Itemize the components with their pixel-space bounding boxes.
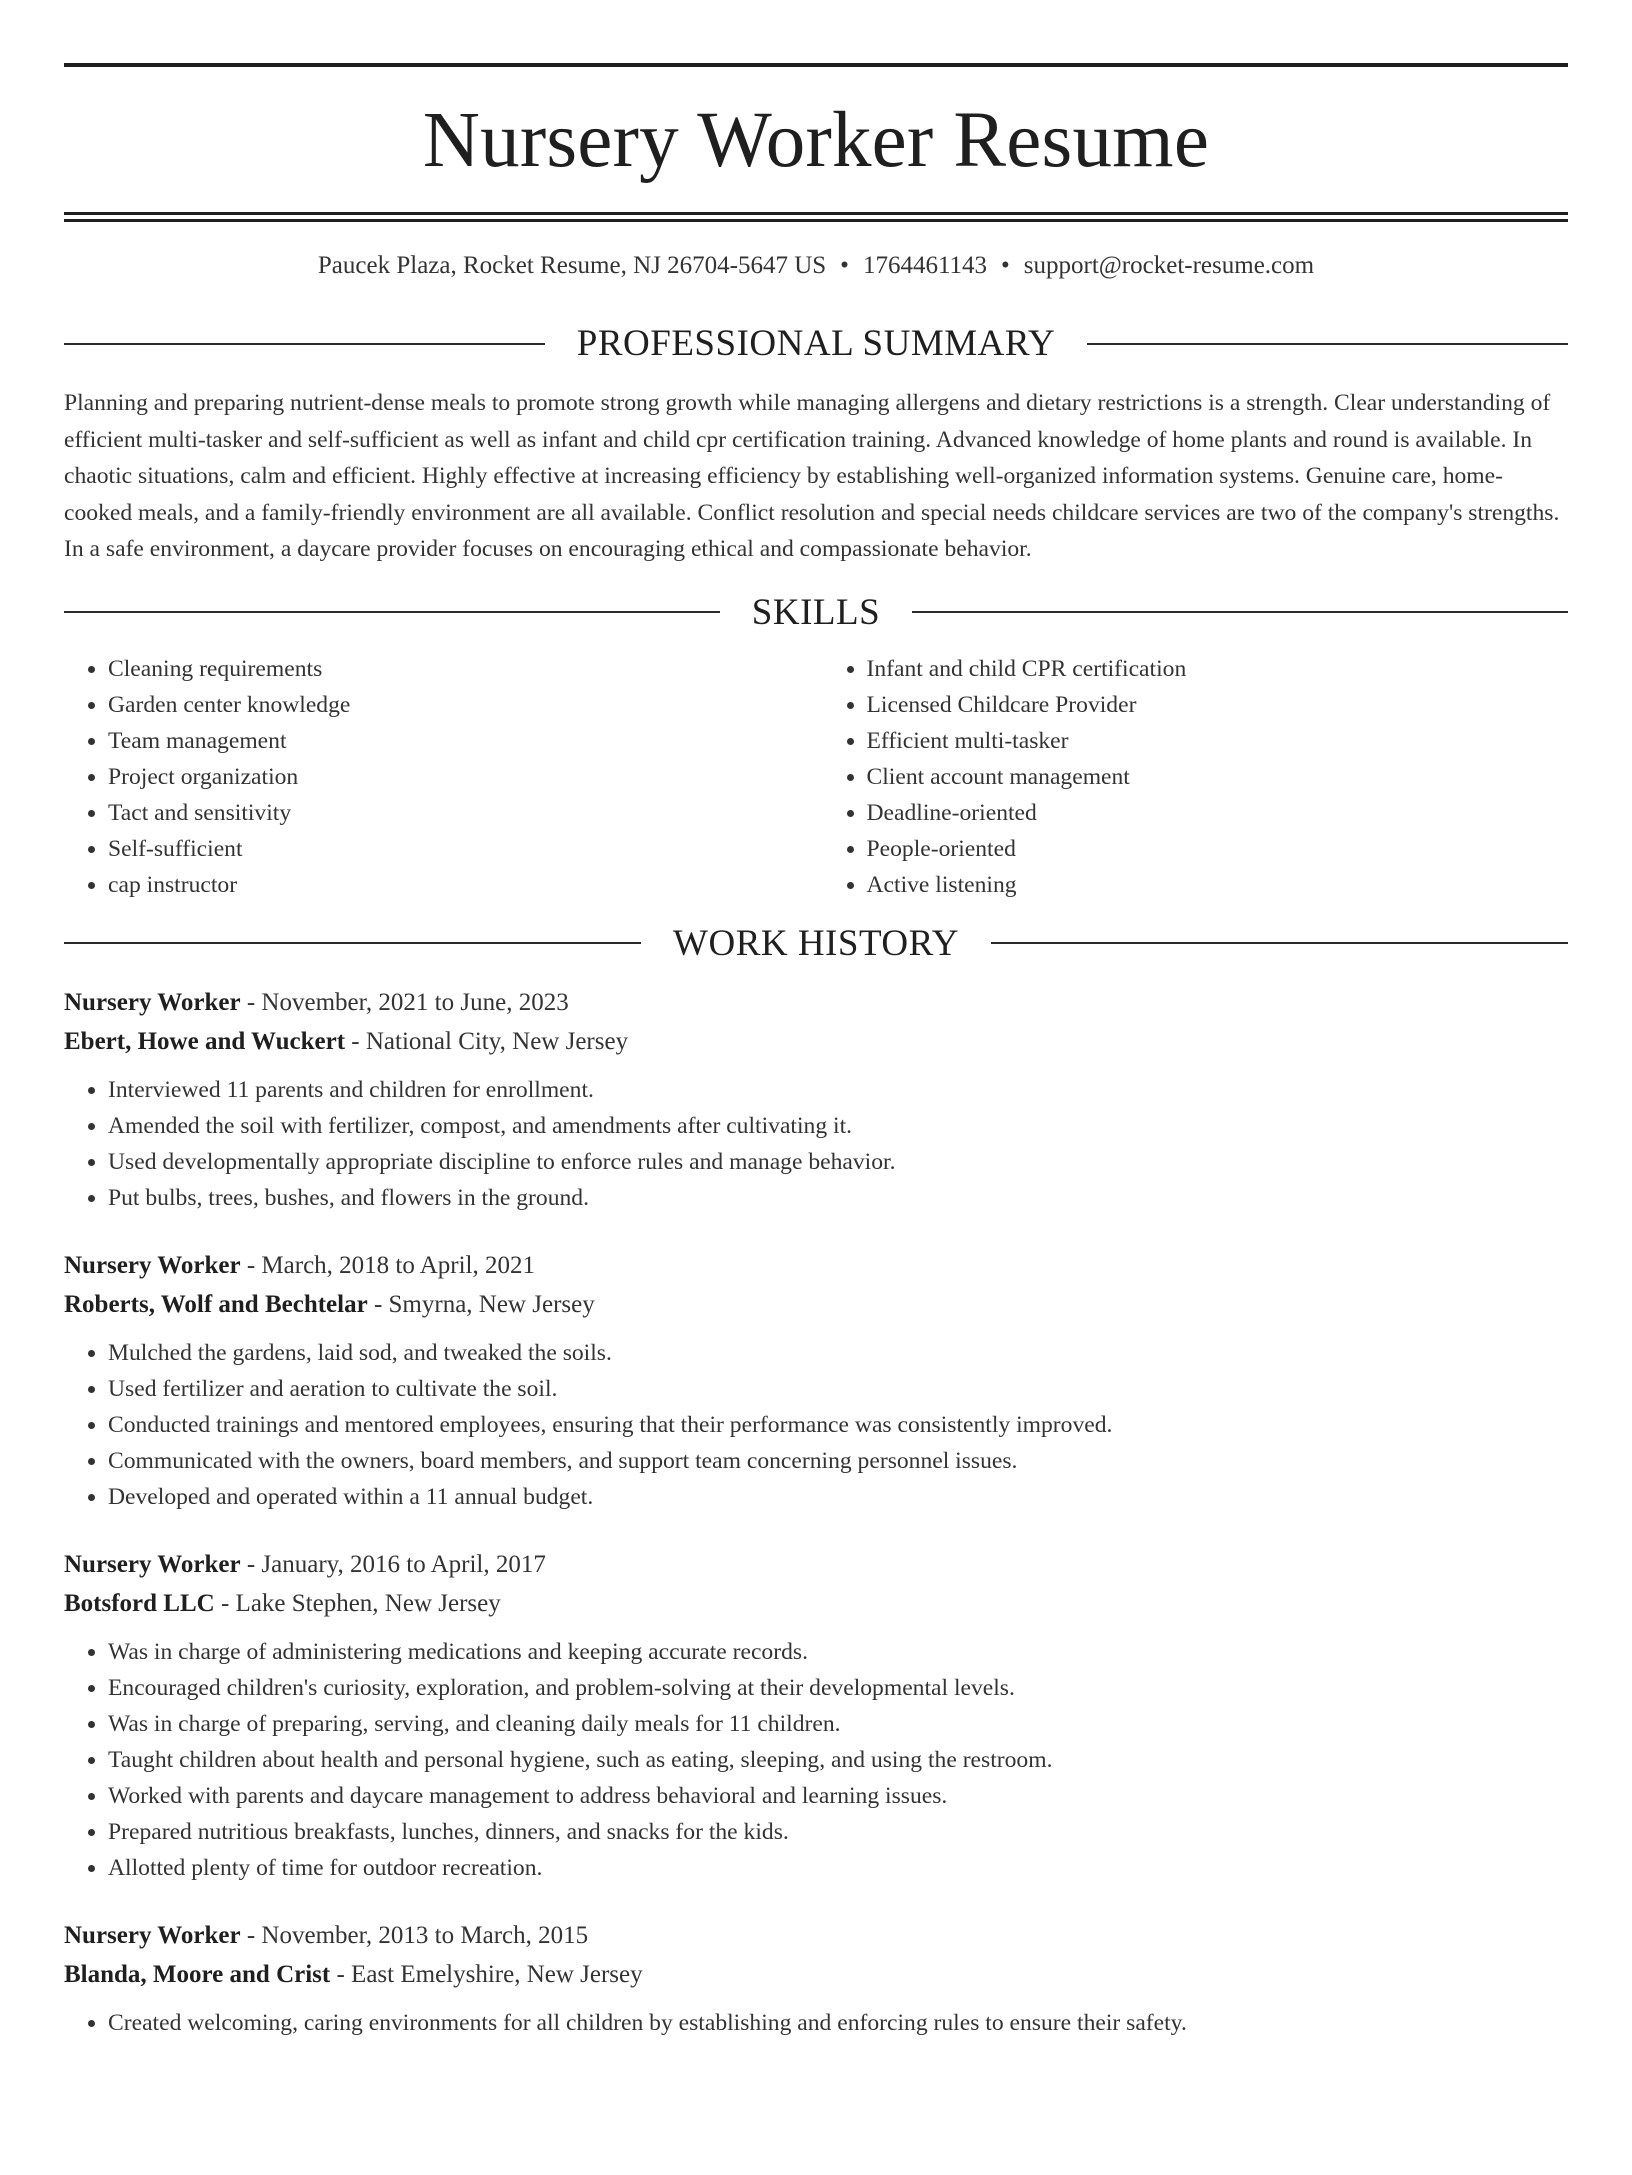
skills-column-right: [810, 651, 1569, 903]
job-entry: [64, 1545, 1568, 1886]
section-rule: [912, 611, 1568, 613]
skill-item: • Garden center knowledge: [108, 687, 810, 723]
job-location: - National City, New Jersey: [345, 1027, 629, 1055]
skill-item: • Project organization: [108, 759, 810, 795]
job-duty: • Interviewed 11 parents and children for enrollment.: [108, 1072, 1568, 1108]
job-duty: • Amended the soil with fertilizer, compost, and amendments after cultivating it.: [108, 1108, 1568, 1144]
contact-separator: •: [1001, 252, 1010, 279]
skill-item: • Deadline-oriented: [867, 795, 1569, 831]
top-rule: [64, 63, 1568, 67]
section-rule: [1087, 343, 1568, 345]
job-title: Nursery Worker: [64, 1921, 241, 1949]
job-title: Nursery Worker: [64, 988, 241, 1016]
job-location: - Lake Stephen, New Jersey: [214, 1589, 501, 1617]
job-duty: • Was in charge of preparing, serving, and cleaning daily meals for 11 children.: [108, 1706, 1568, 1742]
job-duties: [64, 2005, 1568, 2041]
job-title-line: [64, 983, 1568, 1022]
skill-item: • Self-sufficient: [108, 831, 810, 867]
job-duty: • Used developmentally appropriate discipline to enforce rules and manage behavior.: [108, 1144, 1568, 1180]
skills-list: [64, 651, 1568, 903]
section-rule: [64, 942, 641, 944]
job-duty: • Developed and operated within a 11 annual budget.: [108, 1479, 1568, 1515]
job-company: Botsford LLC: [64, 1589, 215, 1617]
section-rule: [64, 611, 720, 613]
job-duty: • Put bulbs, trees, bushes, and flowers in the ground.: [108, 1180, 1568, 1216]
job-duty: • Prepared nutritious breakfasts, lunches, dinners, and snacks for the kids.: [108, 1814, 1568, 1850]
skills-column-left: [64, 651, 810, 903]
job-title-line: [64, 1246, 1568, 1285]
job-duty: • Created welcoming, caring environments for all children by establishing and enforcing rules to ensure their safety.: [108, 2005, 1568, 2041]
job-company: Blanda, Moore and Crist: [64, 1960, 331, 1988]
job-title-line: [64, 1916, 1568, 1955]
job-title: Nursery Worker: [64, 1251, 241, 1279]
job-dates: - January, 2016 to April, 2017: [240, 1550, 546, 1578]
job-entry: [64, 1916, 1568, 2041]
job-location: - Smyrna, New Jersey: [367, 1290, 595, 1318]
summary-heading: PROFESSIONAL SUMMARY: [576, 323, 1056, 364]
job-company: Ebert, Howe and Wuckert: [64, 1027, 346, 1055]
skill-item: • Licensed Childcare Provider: [867, 687, 1569, 723]
job-duty: • Encouraged children's curiosity, exploration, and problem-solving at their developmental levels.: [108, 1670, 1568, 1706]
skills-section-header: [64, 591, 1568, 633]
job-duties: [64, 1072, 1568, 1216]
job-duties: [64, 1634, 1568, 1886]
resume-page: [0, 63, 1632, 2175]
job-duties: [64, 1335, 1568, 1515]
contact-line: [64, 251, 1568, 281]
job-entry: [64, 1246, 1568, 1515]
section-rule: [64, 343, 545, 345]
job-dates: - November, 2021 to June, 2023: [240, 988, 569, 1016]
job-duty: • Conducted trainings and mentored employees, ensuring that their performance was consistently improved.: [108, 1407, 1568, 1443]
contact-address: Paucek Plaza, Rocket Resume, NJ 26704-5647 US: [317, 252, 827, 279]
job-title: Nursery Worker: [64, 1550, 241, 1578]
title-double-rule: [64, 212, 1568, 222]
summary-section-header: [64, 325, 1568, 362]
skill-item: • Infant and child CPR certification: [867, 651, 1569, 687]
skill-item: • Efficient multi-tasker: [867, 723, 1569, 759]
skill-item: • Team management: [108, 723, 810, 759]
job-duty: • Taught children about health and personal hygiene, such as eating, sleeping, and using the restroom.: [108, 1742, 1568, 1778]
skills-heading: SKILLS: [751, 591, 881, 633]
skill-item: • Cleaning requirements: [108, 651, 810, 687]
job-duty: • Mulched the gardens, laid sod, and tweaked the soils.: [108, 1335, 1568, 1371]
skill-item: • Tact and sensitivity: [108, 795, 810, 831]
job-duty: • Communicated with the owners, board members, and support team concerning personnel issues.: [108, 1443, 1568, 1479]
job-title-line: [64, 1545, 1568, 1584]
skill-item: • People-oriented: [867, 831, 1569, 867]
professional-summary: Planning and preparing nutrient-dense meals to promote strong growth while managing allergens and dietary restrictions is a strength. Clear understanding of efficient multi-tasker and self-sufficient as well as infant and child cpr certification training. Advanced knowledge of home plants and round is available. In chaotic situations, calm and efficient. Highly effective at increasing efficiency by establishing well-organized information systems. Genuine care, home-cooked meals, and a family-friendly environment are all available. Conflict resolution and special needs childcare services are two of the company's strengths. In a safe environment, a daycare provider focuses on encouraging ethical and compassionate behavior.: [64, 390, 1560, 562]
contact-phone: 1764461143: [862, 252, 988, 279]
contact-separator: •: [840, 252, 849, 279]
job-company-line: [64, 1285, 1568, 1324]
job-company-line: [64, 1022, 1568, 1061]
job-dates: - March, 2018 to April, 2021: [240, 1251, 536, 1279]
job-duty: • Was in charge of administering medications and keeping accurate records.: [108, 1634, 1568, 1670]
job-company: Roberts, Wolf and Bechtelar: [64, 1290, 368, 1318]
job-company-line: [64, 1584, 1568, 1623]
work-history-heading: WORK HISTORY: [673, 922, 959, 964]
section-rule: [991, 942, 1568, 944]
job-duty: • Allotted plenty of time for outdoor recreation.: [108, 1850, 1568, 1886]
work-history-section-header: [64, 922, 1568, 964]
job-dates: - November, 2013 to March, 2015: [240, 1921, 589, 1949]
job-company-line: [64, 1955, 1568, 1994]
page-title: Nursery Worker Resume: [422, 97, 1210, 184]
skill-item: • Active listening: [867, 867, 1569, 903]
skill-item: • Client account management: [867, 759, 1569, 795]
contact-email: support@rocket-resume.com: [1023, 252, 1315, 279]
job-location: - East Emelyshire, New Jersey: [330, 1960, 643, 1988]
job-duty: • Worked with parents and daycare management to address behavioral and learning issues.: [108, 1778, 1568, 1814]
job-entry: [64, 983, 1568, 1216]
job-duty: • Used fertilizer and aeration to cultivate the soil.: [108, 1371, 1568, 1407]
skill-item: • cap instructor: [108, 867, 810, 903]
